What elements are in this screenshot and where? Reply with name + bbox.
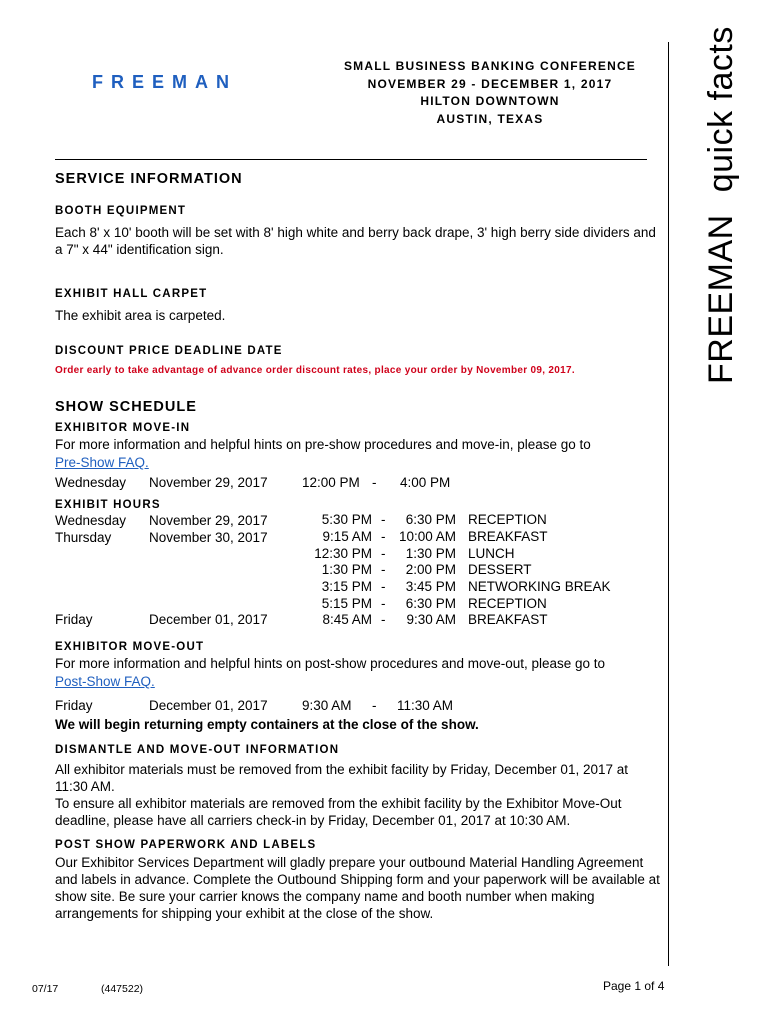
hours-dash: - bbox=[381, 512, 386, 527]
hours-event: NETWORKING BREAK bbox=[468, 579, 611, 594]
move-in-heading: EXHIBITOR MOVE-IN bbox=[55, 422, 191, 434]
hours-dash: - bbox=[381, 529, 386, 544]
move-out-dash: - bbox=[372, 698, 377, 713]
conference-info bbox=[330, 58, 650, 128]
post-show-faq-link-text[interactable]: Post-Show FAQ. bbox=[55, 674, 155, 689]
pre-show-faq-link[interactable] bbox=[55, 454, 149, 471]
move-in-date: November 29, 2017 bbox=[149, 475, 268, 490]
page-number: Page 1 of 4 bbox=[603, 979, 665, 993]
exhibit-hours-heading: EXHIBIT HOURS bbox=[55, 499, 161, 511]
move-out-start: 9:30 AM bbox=[302, 698, 352, 713]
booth-equipment-text: Each 8' x 10' booth will be set with 8' high white and berry back drape, 3' high berry side dividers and a 7" x 44" identification sign. bbox=[55, 225, 656, 257]
sidebar-divider bbox=[668, 42, 669, 966]
sidebar-title bbox=[702, 26, 741, 384]
conference-city: AUSTIN, TEXAS bbox=[436, 111, 544, 126]
hours-end-time: 6:30 PM bbox=[405, 596, 456, 611]
hours-start-time: 5:30 PM bbox=[321, 512, 372, 527]
hours-event: BREAKFAST bbox=[468, 529, 548, 544]
hours-event: DESSERT bbox=[468, 562, 532, 577]
footer-date-code: 07/17 bbox=[32, 983, 59, 995]
hours-date-friday: December 01, 2017 bbox=[149, 612, 268, 627]
conference-dates: NOVEMBER 29 - DECEMBER 1, 2017 bbox=[367, 76, 613, 91]
hours-event: LUNCH bbox=[468, 546, 515, 561]
hours-dash: - bbox=[381, 546, 386, 561]
hours-start-time: 9:15 AM bbox=[322, 529, 372, 544]
hours-end-time: 10:00 AM bbox=[398, 529, 456, 544]
move-in-text: For more information and helpful hints on pre-show procedures and move-in, please go to bbox=[55, 437, 591, 452]
discount-heading: DISCOUNT PRICE DEADLINE DATE bbox=[55, 345, 283, 357]
move-in-start: 12:00 PM bbox=[302, 475, 360, 490]
hours-day-friday: Friday bbox=[55, 612, 93, 627]
paperwork-heading: POST SHOW PAPERWORK AND LABELS bbox=[55, 839, 317, 851]
hours-dash: - bbox=[381, 596, 386, 611]
hours-end-time: 3:45 PM bbox=[405, 579, 456, 594]
dismantle-heading: DISMANTLE AND MOVE-OUT INFORMATION bbox=[55, 744, 340, 756]
hours-day-wednesday: Wednesday bbox=[55, 513, 127, 528]
hours-start-time: 3:15 PM bbox=[321, 579, 372, 594]
hours-dash: - bbox=[381, 562, 386, 577]
carpet-heading: EXHIBIT HALL CARPET bbox=[55, 288, 208, 300]
hours-dash: - bbox=[381, 612, 386, 627]
hours-end-time: 6:30 PM bbox=[405, 512, 456, 527]
hours-start-time: 1:30 PM bbox=[321, 562, 372, 577]
dismantle-text-1: All exhibitor materials must be removed from the exhibit facility by Friday, December 01, 2017 at 11:30 AM. bbox=[55, 762, 628, 794]
hours-start-time: 12:30 PM bbox=[314, 546, 372, 561]
sidebar-tag: quick facts bbox=[702, 26, 740, 193]
freeman-logo: FREEMAN bbox=[92, 72, 237, 92]
conference-venue: HILTON DOWNTOWN bbox=[420, 94, 560, 108]
hours-end-time: 9:30 AM bbox=[406, 612, 456, 627]
hours-start-time: 8:45 AM bbox=[322, 612, 372, 627]
move-out-end: 11:30 AM bbox=[397, 698, 454, 713]
pre-show-faq-link-text[interactable]: Pre-Show FAQ. bbox=[55, 455, 149, 470]
move-out-day: Friday bbox=[55, 698, 93, 713]
discount-text: Order early to take advantage of advance order discount rates, place your order by November 09, 2017. bbox=[55, 365, 575, 376]
hours-day-thursday: Thursday bbox=[55, 530, 112, 545]
hours-start-time: 5:15 PM bbox=[321, 596, 372, 611]
move-in-end: 4:00 PM bbox=[400, 475, 451, 490]
dismantle-text-2: To ensure all exhibitor materials are removed from the exhibit facility by the Exhibitor Move-Out deadline, please have all carriers check-in by Friday, December 01, 2017 at 10:30 AM. bbox=[55, 796, 622, 828]
move-in-dash: - bbox=[372, 475, 377, 490]
hours-event: RECEPTION bbox=[468, 512, 547, 527]
conference-name: SMALL BUSINESS BANKING CONFERENCE bbox=[343, 59, 637, 73]
hours-date-thursday: November 30, 2017 bbox=[149, 530, 268, 545]
hours-event: RECEPTION bbox=[468, 596, 547, 611]
hours-event: BREAKFAST bbox=[468, 612, 548, 627]
service-info-title: SERVICE INFORMATION bbox=[55, 171, 243, 187]
move-out-text: For more information and helpful hints on post-show procedures and move-out, please go to bbox=[55, 656, 606, 671]
hours-date-wednesday: November 29, 2017 bbox=[149, 513, 268, 528]
move-out-heading: EXHIBITOR MOVE-OUT bbox=[55, 641, 205, 653]
footer-doc-id: (447522) bbox=[101, 983, 144, 995]
move-out-date: December 01, 2017 bbox=[149, 698, 268, 713]
hours-end-time: 1:30 PM bbox=[405, 546, 456, 561]
move-in-day: Wednesday bbox=[55, 475, 127, 490]
header-rule bbox=[55, 159, 647, 160]
show-schedule-title: SHOW SCHEDULE bbox=[55, 399, 197, 415]
booth-equipment-heading: BOOTH EQUIPMENT bbox=[55, 205, 187, 217]
sidebar-brand: FREEMAN bbox=[702, 214, 740, 384]
hours-dash: - bbox=[381, 579, 386, 594]
hours-end-time: 2:00 PM bbox=[405, 562, 456, 577]
paperwork-text: Our Exhibitor Services Department will gladly prepare your outbound Material Handling Agreement and labels in advance. Complete the Outbound Shipping form and your paperwork will be available at show site. Be sure your carrier knows the company name and booth number when making arrangements for shipping your exhibit at the close of the show. bbox=[55, 855, 660, 921]
carpet-text: The exhibit area is carpeted. bbox=[55, 308, 226, 323]
post-show-faq-link[interactable] bbox=[55, 673, 155, 690]
containers-note: We will begin returning empty containers at the close of the show. bbox=[55, 717, 479, 732]
